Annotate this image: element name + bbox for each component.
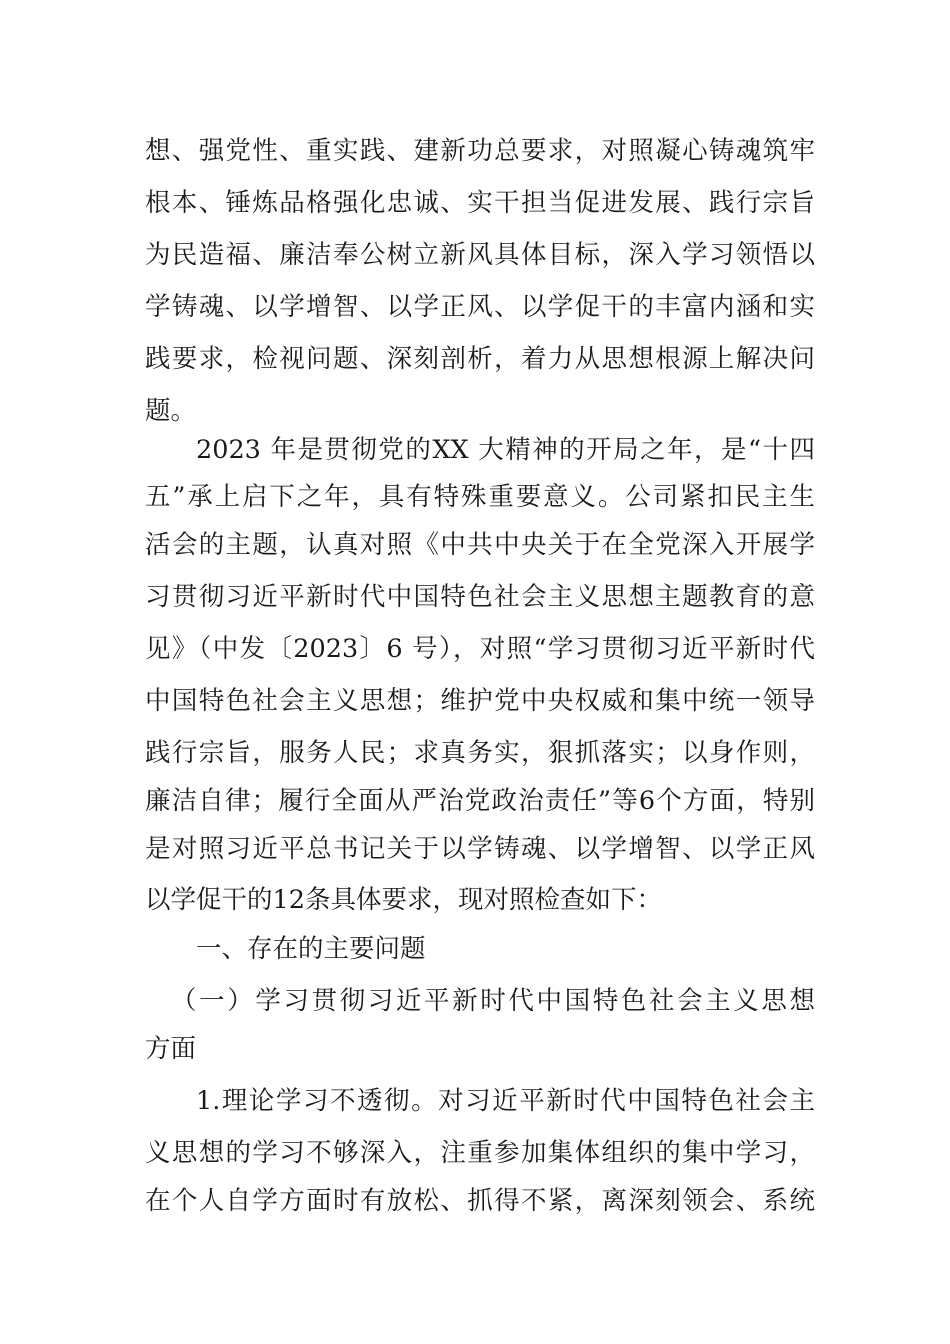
paragraph-line: 2023 年是贯彻党的XX 大精神的开局之年，是“十四	[196, 435, 815, 465]
paragraph-line: 想、强党性、重实践、建新功总要求，对照凝心铸魂筑牢	[145, 136, 815, 166]
paragraph-line: 五”承上启下之年，具有特殊重要意义。公司紧扣民主生	[145, 482, 815, 512]
paragraph-line: 义思想的学习不够深入，注重参加集体组织的集中学习，	[145, 1138, 815, 1168]
paragraph-line: 在个人自学方面时有放松、抓得不紧，离深刻领会、系统	[145, 1186, 815, 1216]
paragraph-line: 廉洁自律；履行全面从严治党政治责任”等6个方面，特别	[145, 786, 815, 816]
paragraph-line: 学铸魂、以学增智、以学正风、以学促干的丰富内涵和实	[145, 292, 815, 322]
paragraph-line: 题。	[145, 396, 197, 426]
paragraph-line: 中国特色社会主义思想；维护党中央权威和集中统一领导	[145, 686, 815, 716]
paragraph-line: 活会的主题，认真对照《中共中央关于在全党深入开展学	[145, 530, 815, 560]
paragraph-line: 践要求，检视问题、深刻剖析，着力从思想根源上解决问	[145, 344, 815, 374]
paragraph-line: 是对照习近平总书记关于以学铸魂、以学增智、以学正风	[145, 834, 815, 864]
subsection-heading-continued: 方面	[145, 1034, 197, 1064]
paragraph-line: 见》（中发〔2023〕6 号），对照“学习贯彻习近平新时代	[145, 634, 815, 664]
paragraph-line: 1.理论学习不透彻。对习近平新时代中国特色社会主	[196, 1086, 815, 1116]
paragraph-line: 习贯彻习近平新时代中国特色社会主义思想主题教育的意	[145, 582, 815, 612]
paragraph-line: 践行宗旨，服务人民；求真务实，狠抓落实；以身作则，	[145, 738, 815, 768]
section-heading: 一、存在的主要问题	[196, 934, 426, 964]
paragraph-line: 为民造福、廉洁奉公树立新风具体目标，深入学习领悟以	[145, 240, 815, 270]
subsection-heading: （一）学习贯彻习近平新时代中国特色社会主义思想	[171, 986, 815, 1016]
paragraph-line: 以学促干的12条具体要求，现对照检查如下：	[145, 885, 662, 915]
paragraph-line: 根本、锤炼品格强化忠诚、实干担当促进发展、践行宗旨	[145, 188, 815, 218]
